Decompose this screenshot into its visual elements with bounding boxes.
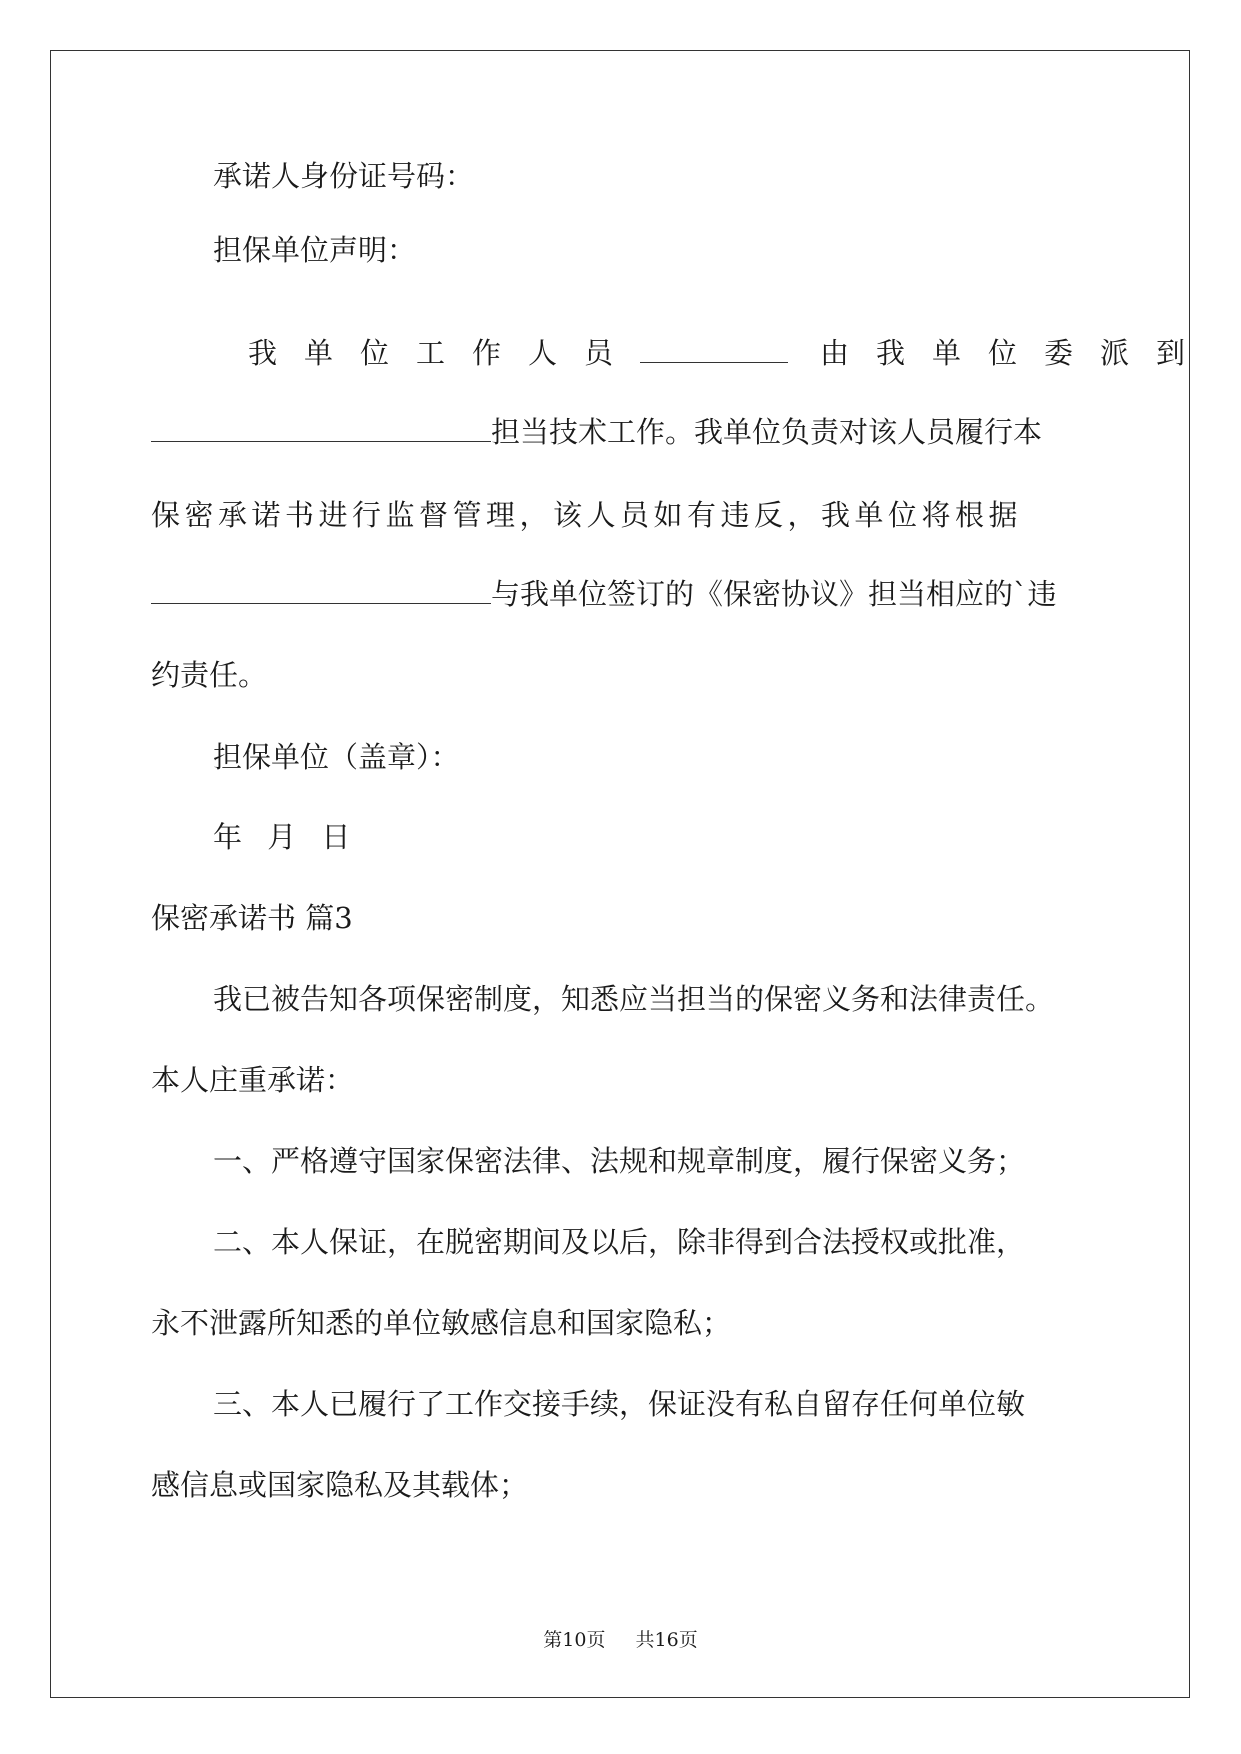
assignment-clause-text: 由我单位委派到 — [820, 336, 1213, 370]
pledge-item-3: 三、本人已履行了工作交接手续，保证没有私自留存任何单位敏 — [213, 1387, 1026, 1421]
assignment-place-blank — [151, 417, 491, 442]
pledge-item-1: 一、严格遵守国家保密法律、法规和规章制度，履行保密义务； — [213, 1144, 1026, 1178]
duty-text: 担当技术工作。我单位负责对该人员履行本 — [491, 415, 1043, 449]
pledge-item-3-cont: 感信息或国家隐私及其载体； — [151, 1468, 529, 1502]
agreement-text: 与我单位签订的《保密协议》担当相应的`违 — [491, 577, 1057, 611]
liability-line: 约责任。 — [151, 658, 268, 692]
guarantor-statement-heading: 担保单位声明： — [213, 233, 417, 267]
employee-name-blank — [640, 338, 788, 363]
page-number: 第10页 — [543, 1629, 606, 1651]
agreement-line — [151, 574, 1057, 614]
id-number-line: 承诺人身份证号码： — [213, 159, 475, 193]
employee-clause — [248, 333, 1212, 373]
date-line: 年 月 日 — [213, 820, 359, 854]
supervision-line: 保密承诺书进行监督管理，该人员如有违反，我单位将根据 — [151, 498, 1023, 532]
page-footer — [0, 1628, 1241, 1652]
solemn-pledge-line: 本人庄重承诺： — [151, 1063, 355, 1097]
employee-clause-text: 我单位工作人员 — [248, 336, 641, 370]
agreement-party-blank — [151, 579, 491, 604]
page-total: 共16页 — [635, 1629, 698, 1651]
section-title: 保密承诺书 篇3 — [151, 901, 353, 935]
page-border — [50, 50, 1190, 1698]
pledge-item-2-cont: 永不泄露所知悉的单位敏感信息和国家隐私； — [151, 1306, 732, 1340]
pledge-item-2: 二、本人保证，在脱密期间及以后，除非得到合法授权或批准， — [213, 1225, 1026, 1259]
guarantor-seal-line: 担保单位（盖章）： — [213, 740, 460, 774]
paragraph-informed: 我已被告知各项保密制度，知悉应当担当的保密义务和法律责任。 — [213, 982, 1055, 1016]
duty-line — [151, 412, 1042, 452]
